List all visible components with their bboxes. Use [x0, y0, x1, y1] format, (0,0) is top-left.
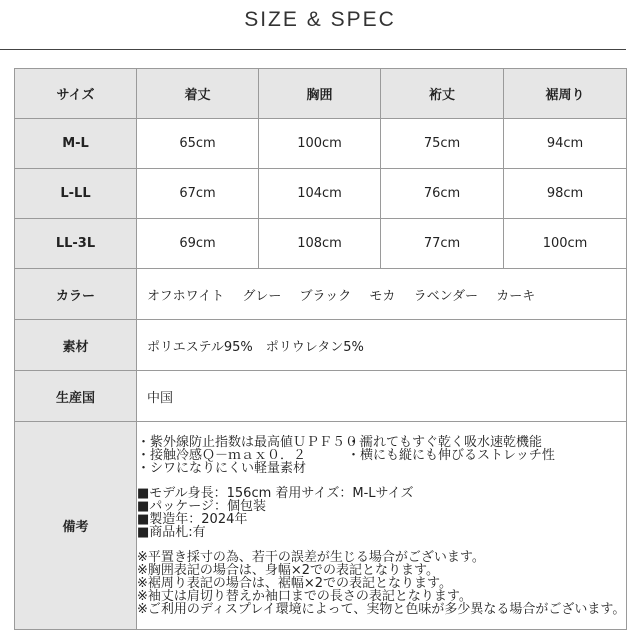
info-list — [137, 487, 626, 539]
size-label: M-L — [15, 119, 137, 169]
note-item: ※平置き採寸の為、若干の誤差が生じる場合がございます。 — [137, 549, 485, 565]
hem-value: 98cm — [504, 169, 627, 219]
note-item: ※裾周り表記の場合は、裾幅×2での表記となります。 — [137, 575, 453, 591]
remarks-content — [137, 422, 627, 630]
size-label: L-LL — [15, 169, 137, 219]
page-title: SIZE & SPEC — [244, 8, 396, 31]
notes-list — [137, 551, 626, 616]
info-item: ■パッケージ：個包装 — [137, 498, 267, 514]
length-value: 69cm — [137, 219, 259, 269]
info-item: ■商品札:有 — [137, 524, 206, 540]
sleeve-value: 77cm — [381, 219, 504, 269]
note-item: ※ご利用のディスプレイ環境によって、実物と色味が多少異なる場合がございます。 — [137, 601, 626, 617]
feature-item: ・濡れてもすぐ乾く吸水速乾機能 — [347, 434, 543, 450]
color-item: グレー — [242, 288, 282, 304]
sleeve-value: 76cm — [381, 169, 504, 219]
title-divider — [0, 49, 626, 50]
sleeve-value: 75cm — [381, 119, 504, 169]
table-row — [15, 219, 627, 269]
length-value: 67cm — [137, 169, 259, 219]
remarks-label: 備考 — [15, 422, 137, 630]
remarks-row — [15, 422, 627, 630]
header-chest: 胸囲 — [259, 69, 381, 119]
header-sleeve: 裄丈 — [381, 69, 504, 119]
header-row — [15, 69, 627, 119]
color-item: オフホワイト — [147, 288, 225, 304]
feature-list — [137, 436, 626, 475]
color-item: カーキ — [496, 288, 536, 304]
origin-value: 中国 — [137, 371, 627, 422]
length-value: 65cm — [137, 119, 259, 169]
header-size: サイズ — [15, 69, 137, 119]
feature-item: ・横にも縦にも伸びるストレッチ性 — [347, 447, 555, 463]
chest-value: 104cm — [259, 169, 381, 219]
color-label: カラー — [15, 269, 137, 320]
header-length: 着丈 — [137, 69, 259, 119]
note-item: ※袖丈は肩切り替えか袖口までの長さの表記となります。 — [137, 588, 472, 604]
color-item: ブラック — [299, 288, 352, 304]
hem-value: 100cm — [504, 219, 627, 269]
note-item: ※胸囲表記の場合は、身幅×2での表記となります。 — [137, 562, 440, 578]
material-row — [15, 320, 627, 371]
color-list — [137, 269, 627, 320]
color-item: ラベンダー — [413, 288, 479, 304]
origin-row — [15, 371, 627, 422]
info-item: ■製造年：2024年 — [137, 511, 248, 527]
material-label: 素材 — [15, 320, 137, 371]
spec-table — [14, 68, 627, 630]
chest-value: 100cm — [259, 119, 381, 169]
table-row — [15, 119, 627, 169]
chest-value: 108cm — [259, 219, 381, 269]
size-label: LL-3L — [15, 219, 137, 269]
material-value: ポリエステル95% ポリウレタン5% — [137, 320, 627, 371]
color-row — [15, 269, 627, 320]
feature-item: ・接触冷感Ｑ－ｍａｘ０．２ — [137, 447, 307, 463]
info-item: ■モデル身長：156cm 着用サイズ：M-Lサイズ — [137, 485, 414, 501]
feature-item: ・シワになりにくい軽量素材 — [137, 460, 307, 476]
feature-item: ・紫外線防止指数は最高値ＵＰＦ５０＋ — [137, 434, 372, 450]
color-item: モカ — [369, 288, 396, 304]
table-row — [15, 169, 627, 219]
header-hem: 裾周り — [504, 69, 627, 119]
hem-value: 94cm — [504, 119, 627, 169]
origin-label: 生産国 — [15, 371, 137, 422]
